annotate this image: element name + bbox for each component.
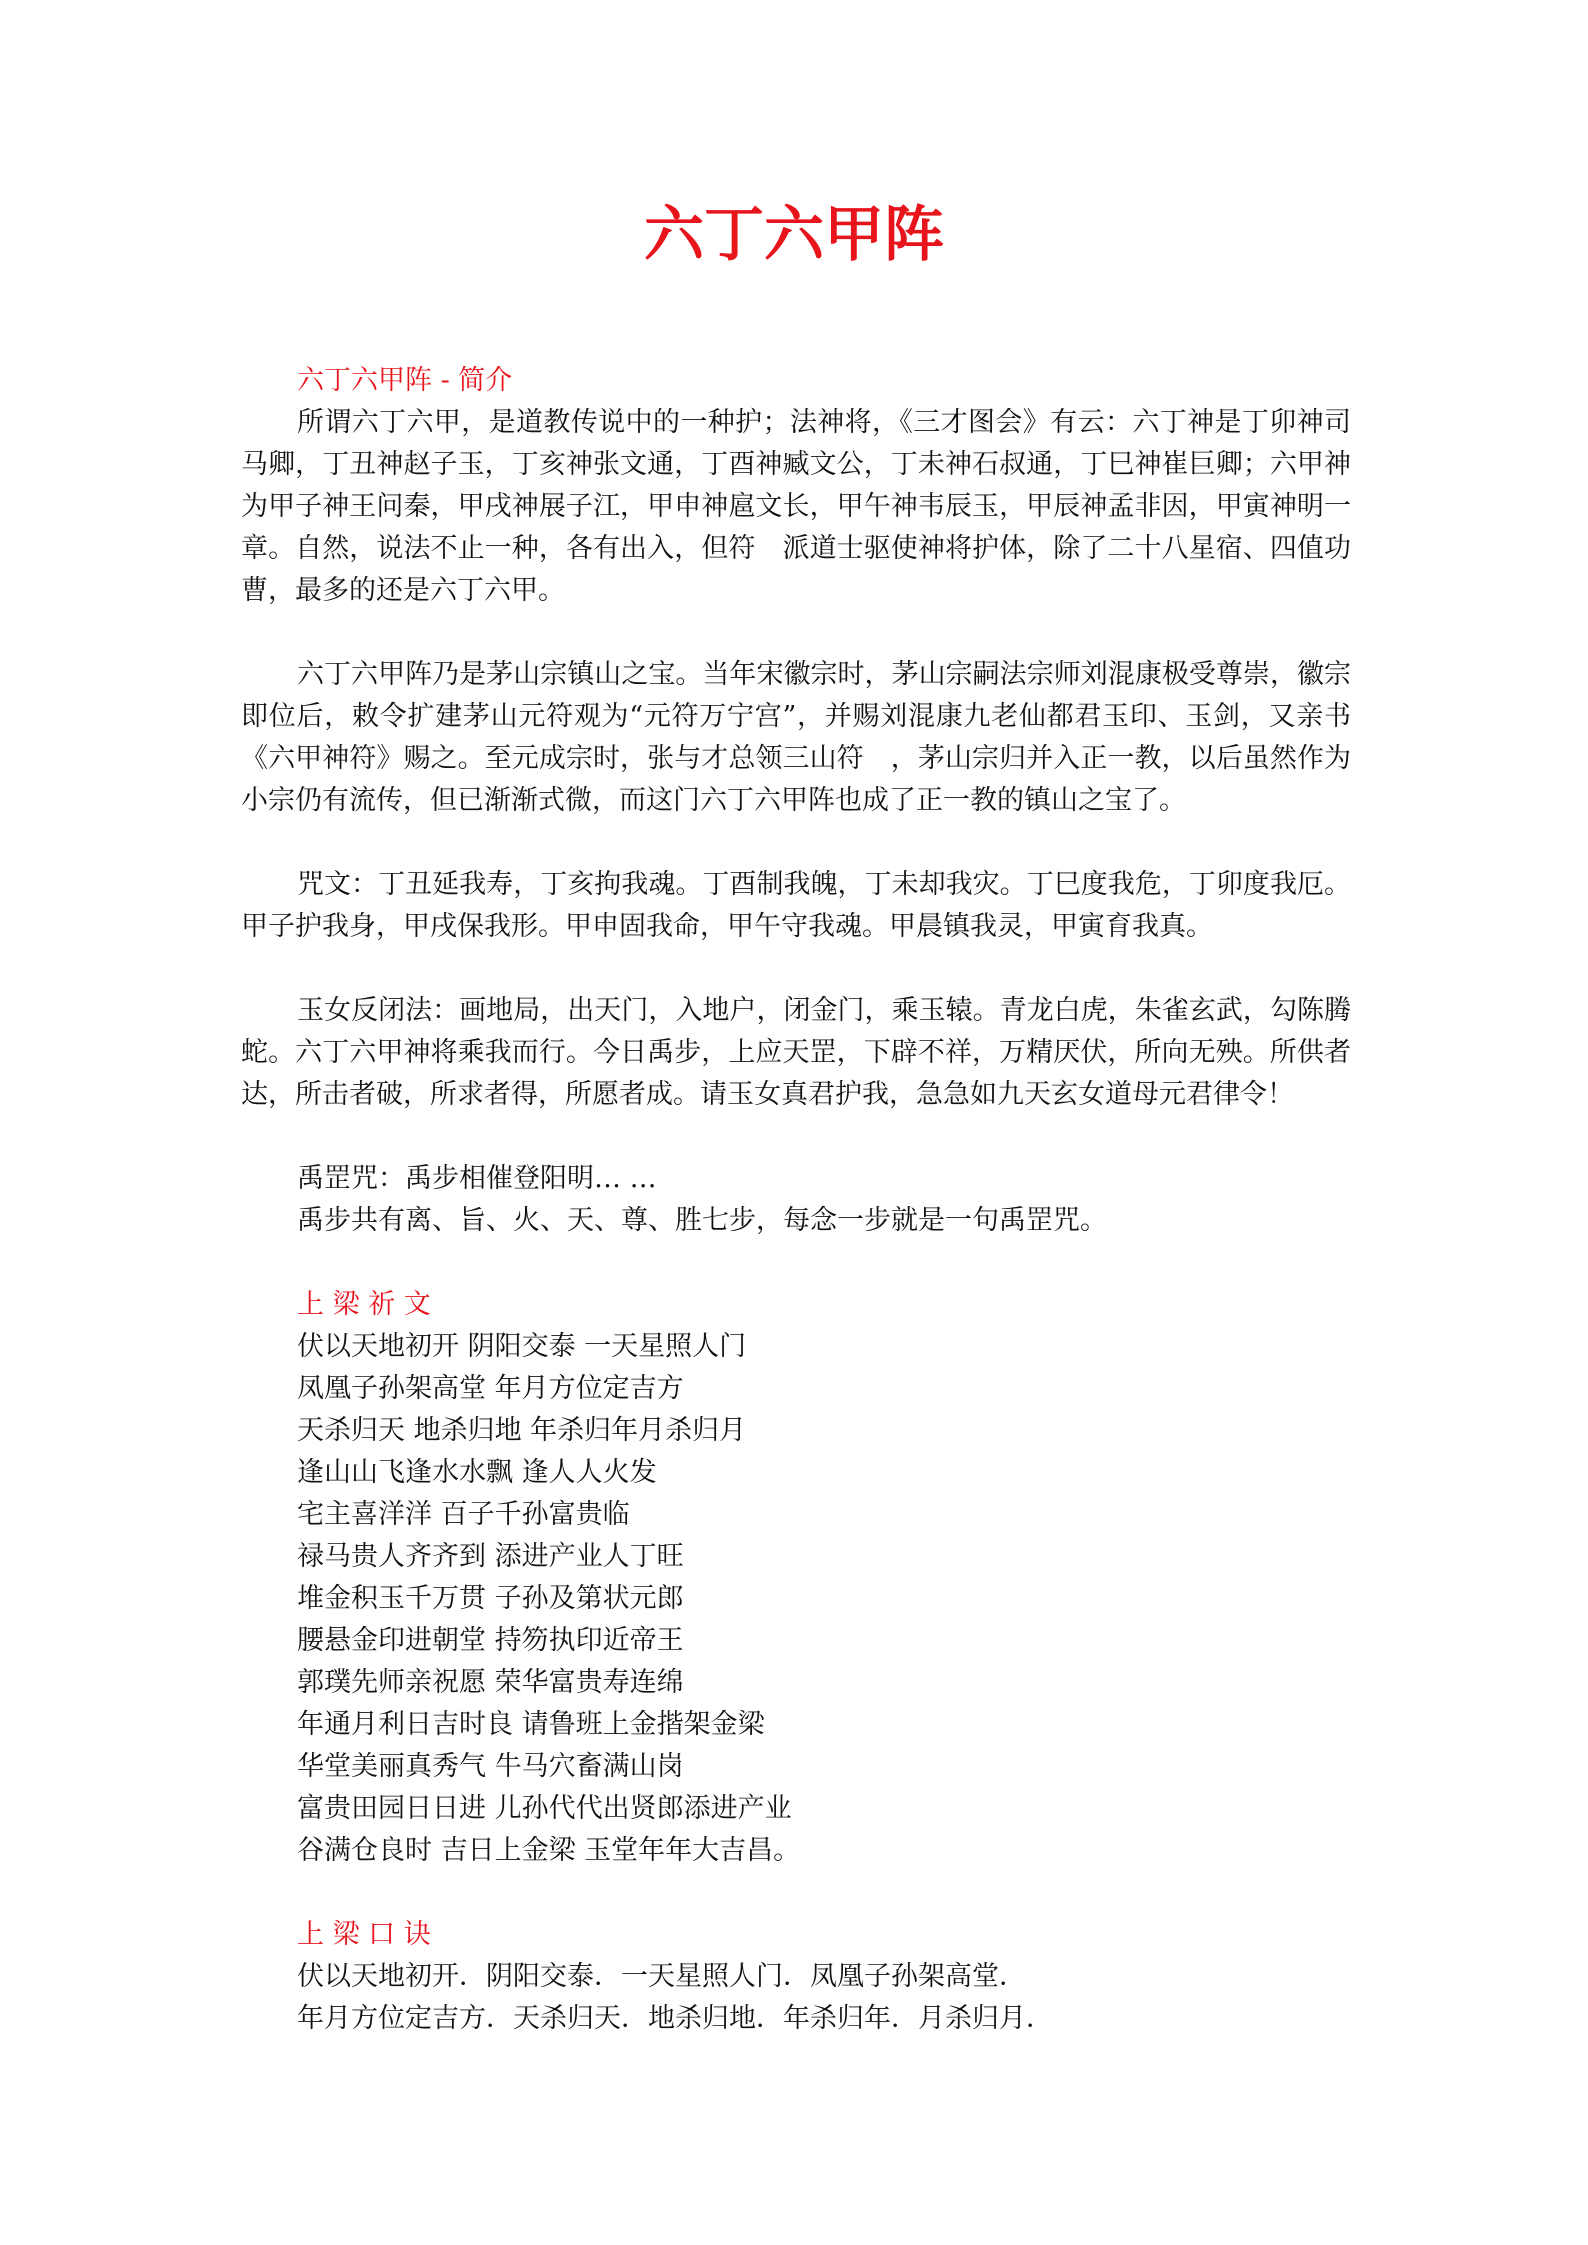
intro-heading: 六丁六甲阵 - 简介 [297,365,513,396]
verse-line: 郭璞先师亲祝愿 荣华富贵寿连绵 [297,1667,684,1698]
prayer-verse [241,1326,1351,1872]
intro-paragraph-1: 所谓六丁六甲，是道教传说中的一种护；法神将，《三才图会》有云：六丁神是丁卯神司马卿，丁丑神赵子玉，丁亥神张文通，丁酉神臧文公，丁未神石叔通，丁巳神崔巨卿；六甲神为甲子神王问秦，甲戌神展子江，甲申神扈文长，甲午神韦辰玉，甲辰神孟非因，甲寅神明一章。自然，说法不止一种，各有出入，但符 派道士驱使神将护体，除了二十八星宿、四值功曹，最多的还是六丁六甲。 [241,407,1351,606]
verse-line: 宅主喜洋洋 百子千孙富贵临 [297,1499,630,1530]
document-body [241,360,1351,2040]
spacer [241,822,1351,864]
intro-paragraph-2: 六丁六甲阵乃是茅山宗镇山之宝。当年宋徽宗时，茅山宗嗣法宗师刘混康极受尊崇，徽宗即位后，敕令扩建茅山元符观为“元符万宁宫”，并赐刘混康九老仙都君玉印、玉剑，又亲书《六甲神符》赐之。至元成宗时，张与才总领三山符 ，茅山宗归并入正一教，以后虽然作为小宗仍有流传，但已渐渐式微，而这门六丁六甲阵也成了正一教的镇山之宝了。 [241,659,1351,816]
verse-line: 年通月利日吉时良 请鲁班上金揩架金梁 [297,1709,765,1740]
spacer [241,1872,1351,1914]
verse-line: 华堂美丽真秀气 牛马穴畜满山岗 [297,1751,684,1782]
spacer [241,612,1351,654]
verse-line: 禄马贵人齐齐到 添进产业人丁旺 [297,1541,684,1572]
verse-line: 天杀归天 地杀归地 年杀归年月杀归月 [297,1415,747,1446]
incantation-paragraph: 咒文：丁丑延我寿，丁亥拘我魂。丁酉制我魄，丁未却我灾。丁巳度我危，丁卯度我厄。甲子护我身，甲戌保我形。甲申固我命，甲午守我魂。甲晨镇我灵，甲寅育我真。 [241,869,1351,942]
verse-line: 伏以天地初开 阴阳交泰 一天星照人门 [297,1331,747,1362]
verse-line: 腰悬金印进朝堂 持笏执印近帝王 [297,1625,684,1656]
prayer-heading: 上 梁 祈 文 [297,1289,431,1320]
spacer [241,1116,1351,1158]
spacer [241,1242,1351,1284]
spacer [241,948,1351,990]
verse-line: 伏以天地初开．阴阳交泰．一天星照人门．凤凰子孙架高堂． [297,1961,1026,1992]
verse-line: 堆金积玉千万贯 子孙及第状元郎 [297,1583,684,1614]
verse-line: 逢山山飞逢水水飘 逢人人火发 [297,1457,657,1488]
verse-line: 年月方位定吉方．天杀归天．地杀归地．年杀归年．月杀归月． [297,2003,1053,2034]
formula-verse [241,1956,1351,2040]
verse-line: 富贵田园日日进 儿孙代代出贤郎添进产业 [297,1793,792,1824]
yu-gang-paragraph: 禹罡咒：禹步相催登阳明… … [297,1163,657,1194]
formula-heading: 上 梁 口 诀 [297,1919,431,1950]
verse-line: 凤凰子孙架高堂 年月方位定吉方 [297,1373,684,1404]
yu-step-paragraph: 禹步共有离、旨、火、天、尊、胜七步，每念一步就是一句禹罡咒。 [297,1205,1107,1236]
verse-line: 谷满仓良时 吉日上金梁 玉堂年年大吉昌。 [297,1835,801,1866]
jade-maiden-paragraph: 玉女反闭法：画地局，出天门，入地户，闭金门，乘玉辕。青龙白虎，朱雀玄武，勾陈腾蛇。六丁六甲神将乘我而行。今日禹步，上应天罡，下辟不祥，万精厌伏，所向无殃。所供者达，所击者破，所求者得，所愿者成。请玉女真君护我，急急如九天玄女道母元君律令！ [241,995,1351,1110]
page-title: 六丁六甲阵 [644,200,944,270]
